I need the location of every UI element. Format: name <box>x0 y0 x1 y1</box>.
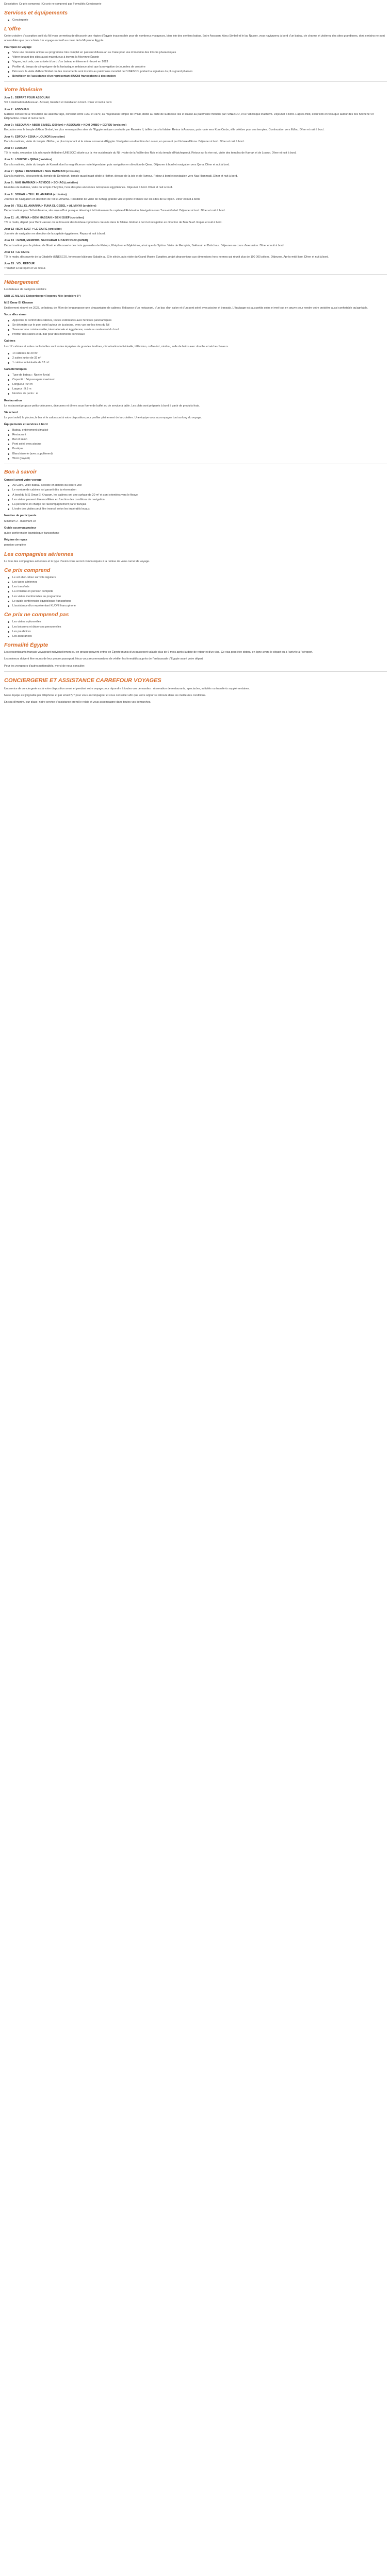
bon-a-savoir-list <box>4 483 387 511</box>
conciergerie-p3: En cas d'imprévu sur place, notre service d'assistance prend le relais et vous accompagne dans toutes vos démarches. <box>4 701 151 704</box>
list-item: Apprécier le confort des cabines, toutes extérieures avec fenêtres panoramiques <box>4 318 387 323</box>
itinerary-days <box>4 96 387 270</box>
itinerary-day-text: Excursion vers le temple d'Abou Simbel, les plus remarquables sites de l'Égypte antique construits par Ramsès II, taillés dans la falaise. Retour à Assouan, puis route vers Kom Ombo, ville célèbre pour ses temples. Continuation vers Edfou. Dîner et nuit à bord. <box>4 128 324 132</box>
list-item: Les taxes aériennes <box>4 580 387 584</box>
list-item: Capacité : 34 passagers maximum <box>4 378 387 382</box>
formalites-p3: Pour les voyageurs d'autres nationalités, merci de nous consulter. <box>4 664 85 668</box>
list-item: Bénéficier de l'assistance d'un représentant KUONI francophone à destination <box>4 74 387 78</box>
regime-value: pension complète <box>4 544 26 547</box>
caracteristiques-list <box>4 373 387 396</box>
itinerary-day-title: Jour 6 : LOUXOR > QENA (croisière) <box>4 158 53 162</box>
itinerary-day-text: Vol à destination d'Assouan. Accueil, transfert et installation à bord. Dîner et nuit à bord. <box>4 101 112 105</box>
cabines-text: Les 17 cabines et suites confortables sont toutes équipées de grandes fenêtres, climatisation individuelle, télévision, coffre-fort, minibar, salle de bains avec douche et sèche-cheveux. <box>4 345 229 348</box>
conciergerie-p1: Un service de conciergerie est à votre disposition avant et pendant votre voyage pour répondre à toutes vos demandes : réservation de restaurants, spectacles, activités ou transferts supplémentaires. <box>4 687 250 690</box>
divider <box>4 81 387 82</box>
bon-a-savoir-section <box>4 468 387 548</box>
itinerary-day-title: Jour 3 : ASSOUAN > ABOU SIMBEL (360 km) > ASSOUAN > KOM OMBO > EDFOU (croisière) <box>4 124 127 127</box>
list-item: Vibrer devant des sites aussi majestueux à travers la Moyenne Égypte <box>4 55 387 59</box>
itinerary-day-text: En milieu de matinée, visite du temple d'Abydos, l'une des plus anciennes nécropoles égyptiennes. Déjeuner à bord. Dîner et nuit à bord. <box>4 186 173 190</box>
itinerary-title: Votre itinéraire <box>4 87 42 93</box>
itinerary-day-text: Transfert à l'aéroport et vol retour. <box>4 267 46 270</box>
vie-a-bord-text: Le pont soleil, la piscine, le bar et le salon sont à votre disposition pour profiter pleinement de la croisière. Une équipe vous accompagne tout au long du voyage. <box>4 416 202 420</box>
itinerary-day-text: Départ matinal pour le plateau de Gizeh et découverte des trois pyramides de Khéops, Khéphren et Mykérinos, ainsi que du Sphinx. Visite de Memphis, Sakkarah et Dahchour. Déjeuner en cours d'excursion. Dîner et nuit à bord. <box>4 244 284 247</box>
list-item: 2 suites junior de 32 m² <box>4 356 387 360</box>
offre-points-title: Pourquoi ce voyage <box>4 45 32 49</box>
list-item: Les assurances <box>4 634 387 638</box>
list-item: Les visites mentionnées au programme <box>4 595 387 599</box>
itinerary-day-title: Jour 5 : LOUXOR <box>4 147 27 150</box>
bon-a-savoir-sub: Conseil avant votre voyage <box>4 479 42 482</box>
list-item: Les visites peuvent être modifiées en fonction des conditions de navigation <box>4 498 387 502</box>
list-item: Pont soleil avec piscine <box>4 442 387 446</box>
conciergerie-p2: Notre équipe est joignable par téléphone et par email 7j/7 pour vous accompagner et vous conseiller afin que votre séjour se déroule dans les meilleures conditions. <box>4 693 206 697</box>
list-item: Blanchisserie (avec supplément) <box>4 452 387 456</box>
itinerary-day-title: Jour 1 : DÉPART POUR ASSOUAN <box>4 96 50 100</box>
list-item: Se détendre sur le pont soleil autour de la piscine, avec vue sur les rives du Nil <box>4 323 387 327</box>
itinerary-section <box>4 86 387 270</box>
offre-section <box>4 25 387 78</box>
divider <box>4 274 387 275</box>
ship-title: M.S Omar El Khayam <box>4 301 34 304</box>
formalites-p1: Les ressortissants français voyageant individuellement ou en groupe peuvent entrer en Égypte munis d'un passeport valable plus de 6 mois après la date de retour et d'un visa. Ce visa peut être obtenu en ligne avant le départ ou à l'arrivée à l'aéroport. <box>4 651 313 654</box>
itinerary-day-title: Jour 14 : LE CAIRE <box>4 250 30 254</box>
formalites-section <box>4 641 387 668</box>
guide-title: Guide accompagnateur <box>4 526 37 530</box>
itinerary-day-text: Journée de navigation en direction de Tell el-Amarna. Possibilité de visite de Sohag, grande ville et porte d'entrée sur les sites de la région. Dîner et nuit à bord. <box>4 197 201 201</box>
prix-inclus-title: Ce prix comprend <box>4 567 51 573</box>
itinerary-day-text: Matinée consacrée à l'incursion au Haut Barrage, construit entre 1960 et 1970, au majestueux temple de Philæ, dédié au culte de la déesse Isis et classé au patrimoine mondial par l'UNESCO, et à l'Obélisque inachevé. Déjeuner à bord. L'après-midi, excursion en felouque autour des îles Kitchener et Éléphantine. Dîner et nuit à bord. <box>4 112 374 121</box>
formalites-p2: Les mineurs doivent être munis de leur propre passeport. Nous vous recommandons de vérifier les formalités auprès de l'ambassade d'Égypte avant votre départ. <box>4 657 204 661</box>
list-item: Longueur : 54 m <box>4 382 387 386</box>
prix-exclus-section <box>4 611 387 638</box>
itinerary-day-title: Jour 2 : ASSOUAN <box>4 108 29 111</box>
itinerary-day-text: Tôt le matin, découverte de la Citadelle (UNESCO), forteresse bâtie par Saladin au XIIe siècle, puis visite du Grand Musée Égyptien, projet pharaonique aux dimensions hors normes qui réunit plus de 100 000 pièces. Déjeuner. Après-midi libre. Dîner et nuit à bord. <box>4 255 329 259</box>
itinerary-day-text: Dans la matinée, visite du temple de Karnak dont la magnificence reste légendaire, puis navigation en direction de Qena. Déjeuner à bord et navigation vers Qena. Dîner et nuit à bord. <box>4 163 230 166</box>
cabines-list <box>4 351 387 365</box>
compagnies-title: Les compagnies aériennes <box>4 551 74 557</box>
cabines-title: Cabines <box>4 340 15 343</box>
regime-title: Régime de repas <box>4 538 27 542</box>
ship-desc: Entièrement rénové en 2023, ce bateau de 76 m de long propose une cinquantaine de cabines. Il dispose d'un restaurant, d'un bar, d'un salon et d'un pont soleil avec piscine et transats. L'équipage est aux petits soins et met tout en œuvre pour rendre votre croisière aussi confortable qu'agréable. <box>4 307 368 310</box>
list-item: L'ordre des visites peut être inversé selon les impératifs locaux <box>4 507 387 511</box>
itinerary-day-text: Tôt le matin, départ pour Beni Hassan où se trouvent des tombeaux princiers creusés dans la falaise. Retour à bord et navigation en direction de Beni Suef. Repas et nuit à bord. <box>4 221 222 224</box>
list-item: Les visites optionnelles <box>4 620 387 624</box>
list-item: Bateau entièrement climatisé <box>4 428 387 432</box>
itinerary-day-text: Départ matinal pour Tell el-Amarna, site aujourd'hui presque désert qui fut brièvement la capitale d'Akhénaton. Navigation vers Tuna el-Gebel. Déjeuner à bord. Dîner et nuit à bord. <box>4 209 225 213</box>
list-item: Le nombre de cabines est garanti dès la réservation <box>4 488 387 492</box>
itinerary-day-title: Jour 8 : NAG HAMMADI > ABYDOS > SOHAG (croisière) <box>4 181 78 185</box>
offre-title: L'offre <box>4 26 21 32</box>
list-item: Savourer une cuisine variée, internationale et égyptienne, servie au restaurant du bord <box>4 328 387 332</box>
list-item: L'assistance d'un représentant KUONI francophone <box>4 604 387 608</box>
services-section <box>4 9 387 22</box>
list-item: Le vol aller-retour sur vols réguliers <box>4 575 387 580</box>
itinerary-day-title: Jour 7 : QENA > DENDERAH > NAG HAMMADI (croisière) <box>4 170 80 173</box>
itinerary-day-text: Tôt le matin, excursion à la nécropole thébaine (UNESCO) située sur la rive occidentale du Nil : visite de la Vallée des Rois et du temple d'Hatchepsout. Retour sur la rive est, visite des temples de Karnak et de Louxor. Dîner et nuit à bord. <box>4 151 297 155</box>
restauration-title: Restauration <box>4 399 22 402</box>
list-item: Découvrir la visite d'Abou Simbel où des monuments sont inscrits au patrimoine mondial de l'UNESCO, portant la signature du plus grand pharaon <box>4 70 387 74</box>
caracteristiques-title: Caractéristiques <box>4 368 27 371</box>
itinerary-day-text: Dans la matinée, visite du temple d'Edfou, le plus important et le mieux conservé d'Égypte. Navigation en direction de Louxor, en passant par l'écluse d'Esna. Déjeuner à bord. Dîner et nuit à bord. <box>4 140 245 143</box>
participants-title: Nombre de participants <box>4 514 37 518</box>
guide-value: guide conférencier égyptologue francophone <box>4 532 59 535</box>
list-item: Bar et salon <box>4 437 387 442</box>
itinerary-day-title: Jour 15 : VOL RETOUR <box>4 262 35 266</box>
conciergerie-section <box>4 677 387 705</box>
hebergement-line1: Les bateaux de catégorie similaire <box>4 287 46 291</box>
services-title: Services et équipements <box>4 10 68 16</box>
list-item: Voguer, tout cela, une arrivée à bord d'un bateau entièrement rénové en 2023 <box>4 60 387 64</box>
list-item: Au Caire, votre bateau accoste en dehors du centre-ville <box>4 483 387 487</box>
equipements-title: Équipements et services à bord <box>4 423 48 427</box>
hebergement-title: Hébergement <box>4 279 39 285</box>
list-item: Le guide conférencier égyptologue francophone <box>4 599 387 603</box>
list-item: 1 cabine individuelle de 13 m² <box>4 361 387 365</box>
itinerary-day-title: Jour 11 : AL MINYA > BENI HASSAN > BENI SUEF (croisière) <box>4 216 84 219</box>
services-list <box>4 18 387 22</box>
itinerary-day-title: Jour 12 : BENI SUEF > LE CAIRE (croisière) <box>4 227 62 231</box>
compagnies-text: La liste des compagnies aériennes et le type d'avion vous seront communiqués à la remise de votre carnet de voyage. <box>4 560 150 563</box>
list-item: Profiter des salons et du bar pour des moments conviviaux <box>4 332 387 336</box>
prix-inclus-section <box>4 567 387 608</box>
divider <box>4 671 387 672</box>
prix-inclus-list <box>4 575 387 608</box>
hebergement-section <box>4 279 387 461</box>
list-item: Les pourboires <box>4 630 387 634</box>
list-item: Wi-Fi (payant) <box>4 456 387 461</box>
itinerary-day-text: Journée de navigation en direction de la capitale égyptienne. Repas et nuit à bord. <box>4 232 106 236</box>
list-item: Les transferts <box>4 585 387 589</box>
list-item: La personne en charge de l'accompagnement parle français <box>4 502 387 506</box>
vous-title: Vous allez aimer <box>4 313 27 317</box>
restauration-text: Le restaurant propose petits-déjeuners, déjeuners et dîners sous forme de buffet ou de service à table. Les plats sont préparés à bord à partir de produits frais. <box>4 404 200 408</box>
conciergerie-title: CONCIERGERIE ET ASSISTANCE CARREFOUR VOYAGES <box>4 677 161 684</box>
list-item: Restaurant <box>4 433 387 437</box>
hebergement-line2: SUR LE NIL M.S Steigenberger Regency Nile (croisière 5*) <box>4 294 81 298</box>
itinerary-day-title: Jour 10 : TELL EL AMARNA > TUNA EL GEBEL > AL MINYA (croisière) <box>4 205 96 208</box>
bon-a-savoir-title: Bon à savoir <box>4 469 37 476</box>
list-item: Largeur : 9.5 m <box>4 387 387 391</box>
participants-value: Minimum 2 - maximum 34 <box>4 519 37 523</box>
formalites-title: Formalité Égypte <box>4 642 48 649</box>
list-item: 14 cabines de 20 m² <box>4 351 387 355</box>
list-item: La croisière en pension complète <box>4 589 387 594</box>
list-item: Vivre une croisière unique au programme très complet en passant d'Assouan au Caire pour une immersion des trésors pharaoniques <box>4 50 387 55</box>
compagnies-section <box>4 551 387 564</box>
list-item: Boutique <box>4 447 387 451</box>
itinerary-day-title: Jour 9 : SOHAG > TELL EL AMARNA (croisière) <box>4 193 67 196</box>
list-item: À bord du M.S Omar El Khayam, les cabines ont une surface de 20 m² et sont orientées vers le fleuve <box>4 493 387 497</box>
itinerary-day-text: Dans la matinée, découverte du temple de Denderah, temple quasi intact dédié à Hathor, déesse de la joie et de l'amour. Retour à bord et navigation vers Nag Hammadi. Dîner et nuit à bord. <box>4 175 238 178</box>
itinerary-day-title: Jour 13 : GIZEH, MEMPHIS, SAKKARAH & DAHCHOUR (GIZEH) <box>4 239 88 243</box>
prix-exclus-list <box>4 620 387 638</box>
list-item: Type de bateau : Navire fluvial <box>4 373 387 377</box>
offre-points-list <box>4 50 387 78</box>
list-item: Les boissons et dépenses personnelles <box>4 625 387 629</box>
equipements-list <box>4 428 387 461</box>
itinerary-day-title: Jour 4 : EDFOU > ESNA > LOUXOR (croisière) <box>4 135 65 139</box>
vie-a-bord-title: Vie à bord <box>4 411 18 414</box>
prix-exclus-title: Ce prix ne comprend pas <box>4 612 69 618</box>
vous-list <box>4 318 387 337</box>
list-item: Nombre de ponts : 4 <box>4 392 387 396</box>
breadcrumb[interactable]: Description: Ce prix comprend | Ce prix ne comprend pas Formalités Conciergerie <box>4 3 102 6</box>
offre-intro: Cette croisière d'exception au fil du Nil vous permettra de découvrir une région d'Égypte inaccessible pour de nombreux voyageurs, bien loin des sentiers battus. Entre Assouan, Abou Simbel et le lac Nasser, vous naviguerez à bord d'un bateau de charme et visiterez des sites grandioses, dont certains ne sont accessibles que par ce biais. Un voyage exclusif au cœur de la Moyenne Égypte. <box>4 35 385 42</box>
list-item: Conciergerie <box>4 18 387 22</box>
list-item: Profiter du temps de s'imprégner de la fantastique ambiance ainsi que la navigation de journées de croisière <box>4 65 387 69</box>
